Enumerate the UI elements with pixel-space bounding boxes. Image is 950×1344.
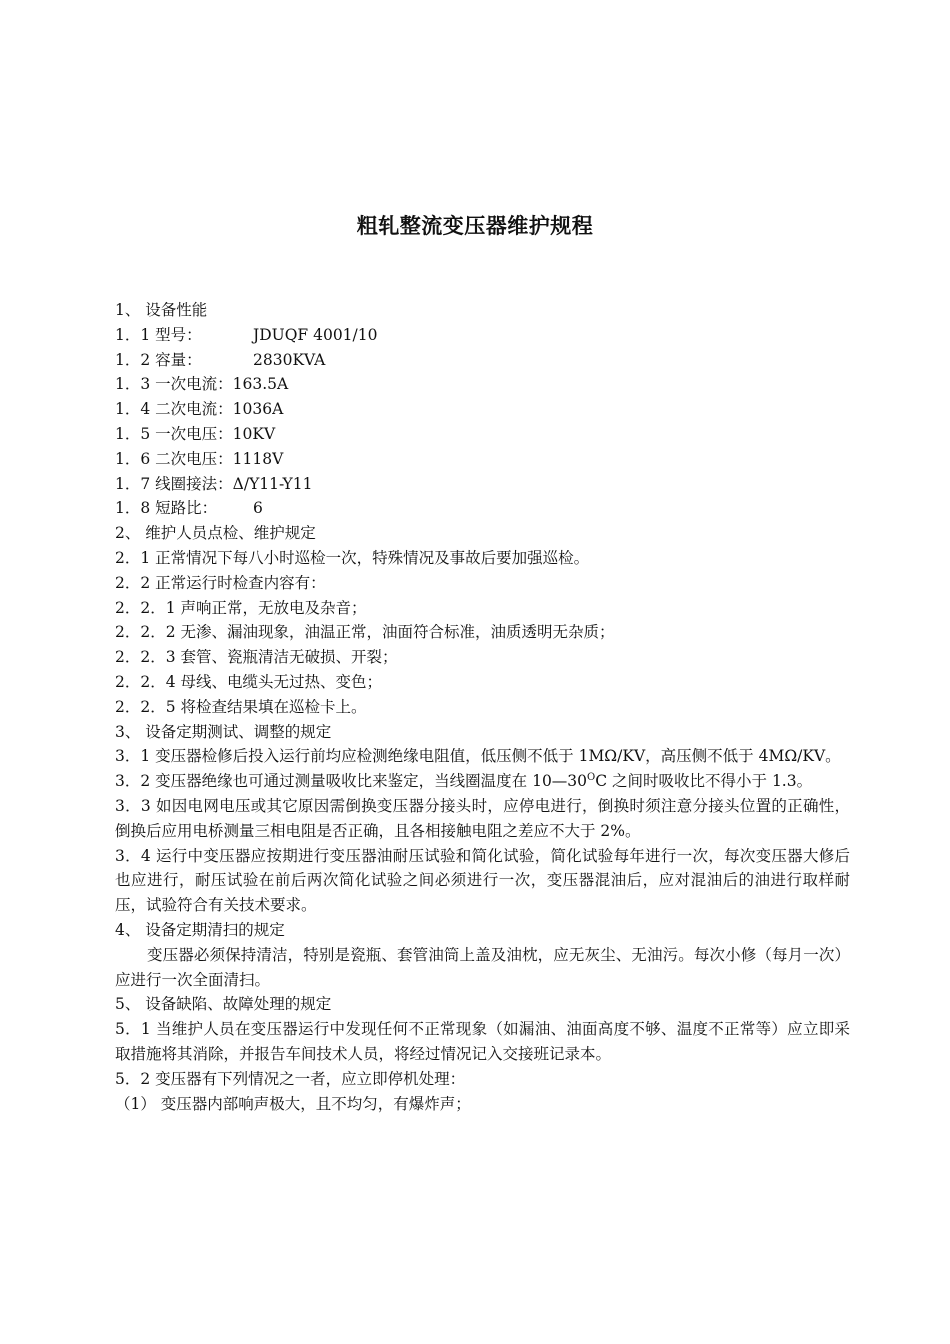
spec-row-model <box>115 323 850 348</box>
clause-2-2-2: 2．2．2 无渗、漏油现象，油温正常，油面符合标准，油质透明无杂质； <box>115 623 615 642</box>
spec-value: 10KV <box>232 424 276 443</box>
clause-2-2-3: 2．2．3 套管、瓷瓶清洁无破损、开裂； <box>115 648 398 667</box>
clause-3-4: 3．4 运行中变压器应按期进行变压器油耐压试验和简化试验，简化试验每年进行一次，每次变压器大修后也应进行，耐压试验在前后两次简化试验之间必须进行一次，变压器混油后，应对混油后的油进行取样耐压，试验符合有关技术要求。 <box>115 846 850 915</box>
spec-value: Δ/Y11-Y11 <box>232 474 313 493</box>
clause-2-2-4: 2．2．4 母线、电缆头无过热、变色； <box>115 672 383 691</box>
clause-4-text: 变压器必须保持清洁，特别是瓷瓶、套管油筒上盖及油枕，应无灰尘、无油污。每次小修（每月一次）应进行一次全面清扫。 <box>115 945 850 989</box>
spec-value: 1036A <box>232 400 284 419</box>
spec-row-winding-connection <box>115 472 850 497</box>
spec-row-capacity <box>115 348 850 373</box>
document-title: 粗轧整流变压器维护规程 <box>356 214 594 238</box>
section-3-heading: 3、 设备定期测试、调整的规定 <box>115 722 332 741</box>
clause-5-1: 5．1 当维护人员在变压器运行中发现任何不正常现象（如漏油、油面高度不够、温度不正常等）应立即采取措施将其消除，并报告车间技术人员，将经过情况记入交接班记录本。 <box>115 1020 850 1063</box>
section-2-heading: 2、 维护人员点检、维护规定 <box>115 524 316 543</box>
clause-3-2 <box>115 769 850 794</box>
spec-value: JDUQF 4001/10 <box>253 325 378 344</box>
spec-label: 1．8 短路比： <box>115 499 218 518</box>
clause-2-2-1: 2．2．1 声响正常，无放电及杂音； <box>115 598 367 617</box>
clause-2-2: 2．2 正常运行时检查内容有： <box>115 573 326 592</box>
clause-3-2-text-a: 3．2 变压器绝缘也可通过测量吸收比来鉴定，当线圈温度在 10—30 <box>115 772 588 791</box>
clause-3-2-text-b: C 之间时吸收比不得小于 1.3。 <box>595 772 813 791</box>
clause-3-3: 3．3 如因电网电压或其它原因需倒换变压器分接头时，应停电进行，倒换时须注意分接头位置的正确性，倒换后应用电桥测量三相电阻是否正确，且各相接触电阻之差应不大于 2%。 <box>115 796 850 840</box>
document-body <box>115 298 850 1116</box>
section-4-heading: 4、 设备定期清扫的规定 <box>115 920 285 939</box>
clause-2-1: 2．1 正常情况下每八小时巡检一次，特殊情况及事故后要加强巡检。 <box>115 548 590 567</box>
spec-label: 1．4 二次电流： <box>115 400 233 419</box>
spec-row-primary-current <box>115 372 850 397</box>
spec-label: 1．5 一次电压： <box>115 424 233 443</box>
spec-row-primary-voltage <box>115 422 850 447</box>
clause-2-2-5: 2．2．5 将检查结果填在巡检卡上。 <box>115 697 367 716</box>
spec-row-secondary-current <box>115 397 850 422</box>
spec-value: 163.5A <box>232 375 289 394</box>
spec-value: 2830KVA <box>253 350 326 369</box>
spec-label: 1．6 二次电压： <box>115 449 233 468</box>
spec-label: 1．7 线圈接法： <box>115 474 233 493</box>
spec-row-short-circuit-ratio <box>115 496 850 521</box>
section-5-heading: 5、 设备缺陷、故障处理的规定 <box>115 995 332 1014</box>
section-1-heading: 1、 设备性能 <box>115 301 208 319</box>
degree-superscript: O <box>587 772 596 784</box>
clause-4-body <box>115 943 850 993</box>
spec-label: 1．2 容量： <box>115 350 202 369</box>
clause-3-1: 3．1 变压器检修后投入运行前均应检测绝缘电阻值，低压侧不低于 1MΩ/KV，高压侧不低于 4MΩ/KV。 <box>115 747 841 766</box>
spec-label: 1．1 型号： <box>115 325 202 344</box>
clause-5-2-1: （1） 变压器内部响声极大，且不均匀，有爆炸声； <box>115 1094 471 1113</box>
spec-value: 1118V <box>232 449 284 468</box>
spec-value: 6 <box>253 499 263 518</box>
spec-row-secondary-voltage <box>115 447 850 472</box>
clause-5-2: 5．2 变压器有下列情况之一者，应立即停机处理： <box>115 1069 466 1088</box>
spec-label: 1．3 一次电流： <box>115 375 233 394</box>
